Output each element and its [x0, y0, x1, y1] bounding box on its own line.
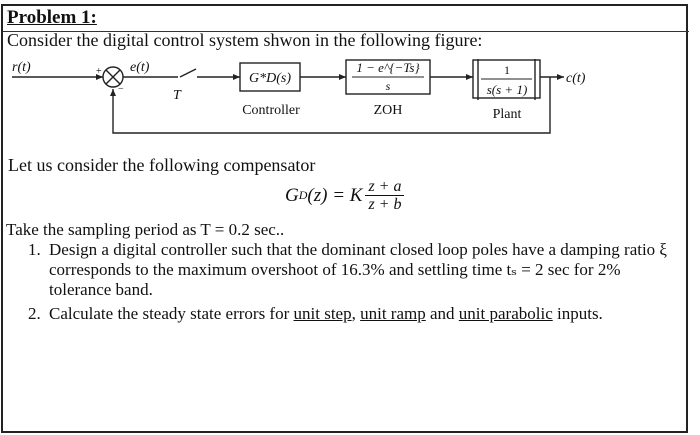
- unit-parabolic-term: unit parabolic: [458, 304, 553, 323]
- zoh-numerator: 1 − e^{−Ts}: [356, 60, 420, 75]
- error-signal-label: e(t): [130, 60, 150, 75]
- sum-minus-sign: −: [118, 84, 124, 95]
- compensator-intro: Let us consider the following compensator: [8, 155, 316, 175]
- list-item: [28, 240, 678, 300]
- item-number: 2.: [28, 304, 41, 323]
- problem-intro: Consider the digital control system shwon in the following figure:: [7, 30, 483, 50]
- sum-plus-sign: +: [96, 66, 102, 77]
- separator: and: [425, 304, 459, 323]
- unit-step-term: unit step: [293, 304, 352, 323]
- controller-label: Controller: [242, 103, 300, 118]
- feedback-path: [113, 77, 550, 133]
- compensator-denominator: z + b: [368, 196, 402, 213]
- item-number: 1.: [28, 240, 41, 259]
- equation-subscript: D: [298, 188, 308, 202]
- plant-denominator: s(s + 1): [486, 82, 528, 97]
- controller-transfer-function: G*D(s): [249, 71, 291, 86]
- design-task-text: Design a digital controller such that the dominant closed loop poles have a damping ratio ξ corresponds to the maximum overshoot of 16.3% and settling time tₛ = 2 sec for 2% tolerance band.: [49, 240, 668, 299]
- sampling-period-label: T: [173, 88, 181, 103]
- sampler-switch: [180, 69, 196, 77]
- sampling-period-statement: Take the sampling period as T = 0.2 sec..: [6, 220, 285, 239]
- task-suffix: inputs.: [552, 304, 603, 323]
- unit-ramp-term: unit ramp: [360, 304, 426, 323]
- problem-title: Problem 1:: [7, 7, 97, 28]
- task-prefix: Calculate the steady state errors for: [49, 304, 294, 323]
- task-list: [28, 240, 678, 324]
- zoh-denominator: s: [385, 79, 391, 93]
- list-item: [28, 304, 678, 324]
- compensator-fraction: [365, 178, 404, 213]
- compensator-equation: [285, 178, 404, 213]
- separator: ,: [351, 304, 361, 323]
- output-signal-label: c(t): [566, 71, 586, 86]
- plant-numerator: 1: [504, 63, 510, 77]
- equation-argument: (z) = K: [307, 184, 363, 206]
- input-signal-label: r(t): [12, 60, 31, 75]
- equation-lhs: G: [285, 184, 299, 206]
- zoh-label: ZOH: [373, 103, 403, 118]
- compensator-numerator: z + a: [365, 178, 404, 196]
- steady-state-task: [49, 304, 678, 324]
- plant-label: Plant: [492, 107, 522, 122]
- block-diagram: [0, 56, 700, 156]
